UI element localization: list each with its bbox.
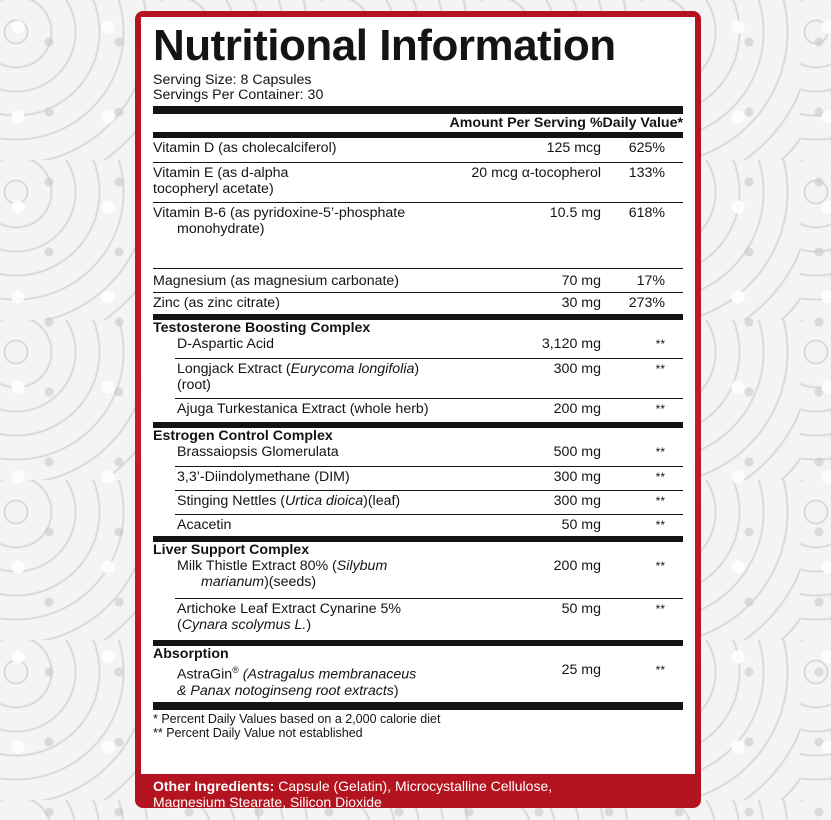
ingredient-name: 3,3’-Diindolymethane (DIM) (177, 469, 350, 485)
nutrient-row-vitamin-b6 (153, 202, 683, 268)
divider-thick (153, 106, 683, 114)
ingredient-amount: 50 mg (561, 517, 601, 533)
ingredient-name-line1: Milk Thistle Extract 80% (Silybum (177, 558, 388, 574)
nutrient-name (153, 165, 401, 197)
nutrient-name-line1: Vitamin E (as d-alpha (153, 165, 289, 181)
ingredient-amount: 300 mg (553, 469, 601, 485)
nutrient-dv: 133% (628, 165, 665, 181)
ingredient-name-line2: marianum)(seeds) (201, 574, 317, 590)
ingredient-name: D-Aspartic Acid (177, 336, 274, 352)
ingredient-row-dim (175, 466, 683, 490)
ingredient-name (153, 662, 481, 699)
column-header (153, 114, 683, 132)
ingredient-name-line2: (root) (177, 377, 211, 393)
ingredient-dv: ** (655, 494, 665, 508)
page-title: Nutritional Information (153, 21, 616, 70)
ingredient-row-astragin (153, 662, 683, 702)
nutrient-amount: 70 mg (561, 273, 601, 289)
other-ingredients-label: Other Ingredients: (153, 778, 275, 794)
nutrient-dv: 273% (628, 295, 665, 311)
ingredient-dv: ** (655, 663, 665, 677)
nutrient-dv: 17% (636, 273, 665, 289)
divider-thick (153, 702, 683, 710)
servings-per-container: Servings Per Container: 30 (153, 87, 324, 103)
ingredient-amount: 300 mg (553, 361, 601, 377)
amount-header: Amount Per Serving (449, 115, 586, 131)
nutrient-dv: 618% (628, 205, 665, 221)
ingredient-dv: ** (655, 559, 665, 573)
section-title-absorption: Absorption (153, 646, 229, 662)
other-ingredients (141, 774, 695, 810)
nutrient-amount: 125 mcg (546, 140, 601, 156)
ingredient-name-line2: & Panax notoginseng root extracts) (177, 682, 399, 699)
ingredient-row-artichoke (175, 598, 683, 640)
footnote-dv: * Percent Daily Values based on a 2,000 calorie diet (153, 712, 441, 726)
ingredient-name: Ajuga Turkestanica Extract (whole herb) (177, 401, 429, 417)
ingredient-amount: 200 mg (553, 558, 601, 574)
ingredient-name (175, 361, 481, 393)
nutrient-dv: 625% (628, 140, 665, 156)
nutrition-panel (141, 17, 695, 774)
ingredient-amount: 300 mg (553, 493, 601, 509)
ingredient-row-ajuga (175, 398, 683, 422)
ingredient-amount: 3,120 mg (541, 336, 601, 352)
ingredient-amount: 25 mg (561, 662, 601, 678)
other-ingredients-text1: Capsule (Gelatin), Microcystalline Cellulose, (274, 778, 553, 794)
nutrient-name: Zinc (as zinc citrate) (153, 295, 280, 311)
ingredient-row-milk-thistle (153, 558, 683, 598)
ingredient-amount: 200 mg (553, 401, 601, 417)
nutrient-amount: 30 mg (561, 295, 601, 311)
ingredient-row-nettles (175, 490, 683, 514)
nutrient-name-line2: tocopheryl acetate) (153, 181, 274, 197)
ingredient-row-d-aspartic (153, 336, 683, 358)
ingredient-dv: ** (655, 602, 665, 616)
ingredient-row-acacetin (175, 514, 683, 536)
ingredient-name-line1: Artichoke Leaf Extract Cynarine 5% (177, 601, 401, 617)
dv-header: %Daily Value* (589, 115, 683, 131)
section-title-testosterone: Testosterone Boosting Complex (153, 320, 371, 336)
section-title-estrogen: Estrogen Control Complex (153, 428, 333, 444)
nutrient-row-vitamin-e (153, 162, 683, 202)
label-frame (135, 11, 701, 808)
nutrient-row-vitamin-d (153, 138, 683, 162)
serving-size: Serving Size: 8 Capsules (153, 72, 312, 88)
nutrient-row-magnesium (153, 268, 683, 292)
ingredient-name: Brassaiopsis Glomerulata (177, 444, 339, 460)
nutrient-name (153, 205, 481, 237)
ingredient-dv: ** (655, 445, 665, 459)
nutrient-name-line1: Vitamin B-6 (as pyridoxine-5’-phosphate (153, 205, 406, 221)
ingredient-row-longjack (175, 358, 683, 398)
footnote-not-established: ** Percent Daily Value not established (153, 726, 363, 740)
nutrient-name: Magnesium (as magnesium carbonate) (153, 273, 400, 289)
ingredient-name: Acacetin (177, 517, 232, 533)
ingredient-amount: 500 mg (553, 444, 601, 460)
ingredient-name: Stinging Nettles (Urtica dioica)(leaf) (177, 493, 401, 509)
nutrient-row-zinc (153, 292, 683, 314)
ingredient-dv: ** (655, 362, 665, 376)
ingredient-amount: 50 mg (561, 601, 601, 617)
other-ingredients-text2: Magnesium Stearate, Silicon Dioxide (153, 794, 382, 810)
footnotes (153, 710, 683, 740)
nutrient-amount: 10.5 mg (549, 205, 601, 221)
ingredient-dv: ** (655, 518, 665, 532)
ingredient-name (175, 601, 481, 633)
ingredient-name (153, 558, 481, 590)
nutrient-name-line2: monohydrate) (177, 221, 265, 237)
nutrient-amount: 20 mcg α-tocopherol (471, 165, 601, 181)
ingredient-dv: ** (655, 402, 665, 416)
ingredient-dv: ** (655, 337, 665, 351)
ingredient-name-line1: AstraGin® (Astragalus membranaceus (177, 665, 417, 683)
ingredient-name-line2: (Cynara scolymus L.) (177, 617, 312, 633)
nutrient-name: Vitamin D (as cholecalciferol) (153, 140, 337, 156)
ingredient-name-line1: Longjack Extract (Eurycoma longifolia) (177, 361, 420, 377)
other-ingredients-line1 (153, 778, 683, 794)
ingredient-row-brassaiopsis (153, 444, 683, 466)
section-title-liver: Liver Support Complex (153, 542, 310, 558)
ingredient-dv: ** (655, 470, 665, 484)
